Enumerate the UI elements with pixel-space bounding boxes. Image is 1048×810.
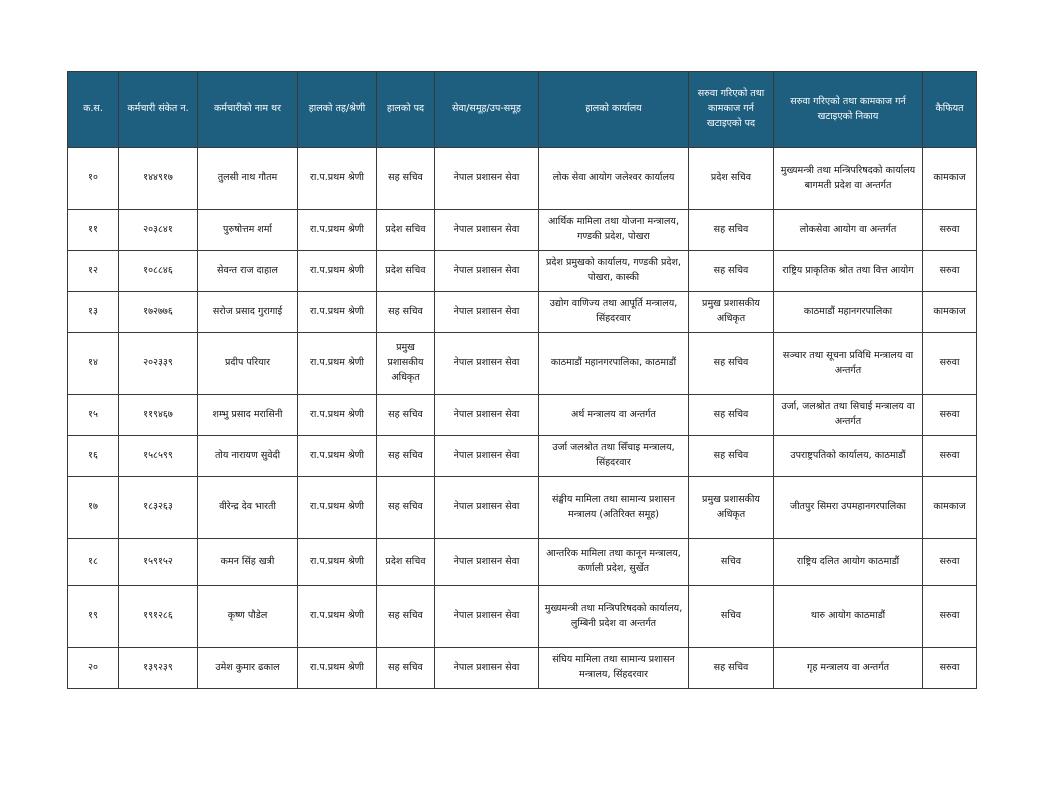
cell-new-office: राष्ट्रिय दलित आयोग काठमाडौं — [774, 539, 923, 586]
table-row — [68, 436, 977, 477]
cell-remarks: कामकाज — [923, 148, 977, 210]
header-row — [68, 72, 977, 148]
cell-new-post: सह सचिव — [689, 648, 774, 689]
cell-current-office: उर्जा जलश्रोत तथा सिँचाइ मन्त्रालय, सिंहदरवार — [539, 436, 689, 477]
cell-employee-name: शम्भु प्रसाद मरासिनी — [198, 395, 298, 436]
cell-employee-name: सेवन्त राज दाहाल — [198, 251, 298, 292]
col-header-current-office: हालको कार्यालय — [539, 72, 689, 148]
cell-current-office: काठमाडौं महानगरपालिका, काठमाडौं — [539, 333, 689, 395]
cell-serial: १३ — [68, 292, 119, 333]
cell-remarks: सरुवा — [923, 333, 977, 395]
cell-new-office: थारु आयोग काठमाडौं — [774, 586, 923, 648]
cell-serial: २० — [68, 648, 119, 689]
cell-post: प्रदेश सचिव — [377, 210, 435, 251]
cell-new-office: जीतपुर सिमरा उपमहानगरपालिका — [774, 477, 923, 539]
cell-serial: १६ — [68, 436, 119, 477]
cell-level: रा.प.प्रथम श्रेणी — [298, 292, 377, 333]
cell-employee-code: ११९४६७ — [119, 395, 198, 436]
cell-employee-name: उमेश कुमार ढकाल — [198, 648, 298, 689]
cell-employee-code: १४४९१७ — [119, 148, 198, 210]
col-header-employee-name: कर्मचारीको नाम थर — [198, 72, 298, 148]
cell-remarks: सरुवा — [923, 395, 977, 436]
cell-current-office: आर्थिक मामिला तथा योजना मन्त्रालय, गण्डकी प्रदेश, पोखरा — [539, 210, 689, 251]
cell-post: सह सचिव — [377, 292, 435, 333]
cell-new-post: सह सचिव — [689, 333, 774, 395]
cell-post: सह सचिव — [377, 395, 435, 436]
cell-new-post: सह सचिव — [689, 251, 774, 292]
cell-employee-name: कृष्ण पौडेल — [198, 586, 298, 648]
cell-new-office: गृह मन्त्रालय वा अन्तर्गत — [774, 648, 923, 689]
cell-new-post: प्रदेश सचिव — [689, 148, 774, 210]
cell-serial: १९ — [68, 586, 119, 648]
table-row — [68, 586, 977, 648]
cell-employee-code: २०२३३९ — [119, 333, 198, 395]
table-row — [68, 539, 977, 586]
cell-new-post: सचिव — [689, 586, 774, 648]
transfer-table-container — [67, 71, 976, 689]
cell-employee-name: सरोज प्रसाद गुरागाई — [198, 292, 298, 333]
cell-new-office: सञ्चार तथा सूचना प्रविधि मन्त्रालय वा अन्तर्गत — [774, 333, 923, 395]
col-header-post: हालको पद — [377, 72, 435, 148]
cell-level: रा.प.प्रथम श्रेणी — [298, 395, 377, 436]
cell-employee-code: १३९२३९ — [119, 648, 198, 689]
cell-level: रा.प.प्रथम श्रेणी — [298, 148, 377, 210]
cell-employee-code: १५९१५२ — [119, 539, 198, 586]
cell-service: नेपाल प्रशासन सेवा — [435, 251, 539, 292]
col-header-level: हालको तह/श्रेणी — [298, 72, 377, 148]
cell-remarks: कामकाज — [923, 292, 977, 333]
cell-post: सह सचिव — [377, 648, 435, 689]
cell-serial: १२ — [68, 251, 119, 292]
cell-level: रा.प.प्रथम श्रेणी — [298, 210, 377, 251]
cell-employee-code: १७२७७६ — [119, 292, 198, 333]
cell-employee-code: १९१२८६ — [119, 586, 198, 648]
cell-employee-name: वीरेन्द्र देव भारती — [198, 477, 298, 539]
col-header-remarks: कैफियत — [923, 72, 977, 148]
cell-service: नेपाल प्रशासन सेवा — [435, 148, 539, 210]
col-header-new-post: सरुवा गरिएको तथा कामकाज गर्न खटाइएको पद — [689, 72, 774, 148]
transfer-table — [67, 71, 977, 689]
cell-level: रा.प.प्रथम श्रेणी — [298, 539, 377, 586]
cell-level: रा.प.प्रथम श्रेणी — [298, 477, 377, 539]
table-row — [68, 251, 977, 292]
cell-service: नेपाल प्रशासन सेवा — [435, 477, 539, 539]
cell-serial: ११ — [68, 210, 119, 251]
cell-new-office: मुख्यमन्त्री तथा मन्त्रिपरिषदको कार्यालय बागमती प्रदेश वा अन्तर्गत — [774, 148, 923, 210]
cell-post: सह सचिव — [377, 586, 435, 648]
cell-serial: १७ — [68, 477, 119, 539]
cell-current-office: संङ्घीय मामिला तथा सामान्य प्रशासन मन्त्रालय (अतिरिक्त समूह) — [539, 477, 689, 539]
table-row — [68, 210, 977, 251]
cell-level: रा.प.प्रथम श्रेणी — [298, 648, 377, 689]
cell-post: प्रदेश सचिव — [377, 539, 435, 586]
cell-service: नेपाल प्रशासन सेवा — [435, 210, 539, 251]
cell-new-office: लोकसेवा आयोग वा अन्तर्गत — [774, 210, 923, 251]
cell-new-post: सह सचिव — [689, 210, 774, 251]
cell-level: रा.प.प्रथम श्रेणी — [298, 586, 377, 648]
table-row — [68, 477, 977, 539]
table-row — [68, 333, 977, 395]
cell-current-office: अर्थ मन्त्रालय वा अन्तर्गत — [539, 395, 689, 436]
cell-post: सह सचिव — [377, 148, 435, 210]
cell-new-office: राष्ट्रिय प्राकृतिक श्रोत तथा वित्त आयोग — [774, 251, 923, 292]
cell-post: सह सचिव — [377, 436, 435, 477]
cell-serial: १४ — [68, 333, 119, 395]
cell-new-post: प्रमुख प्रशासकीय अधिकृत — [689, 477, 774, 539]
cell-new-office: काठमाडौं महानगरपालिका — [774, 292, 923, 333]
cell-remarks: सरुवा — [923, 539, 977, 586]
col-header-serial: क.स. — [68, 72, 119, 148]
cell-service: नेपाल प्रशासन सेवा — [435, 292, 539, 333]
cell-employee-name: कमन सिंह खत्री — [198, 539, 298, 586]
cell-post: प्रमुख प्रशासकीय अधिकृत — [377, 333, 435, 395]
cell-remarks: सरुवा — [923, 586, 977, 648]
cell-remarks: कामकाज — [923, 477, 977, 539]
cell-employee-name: तुलसी नाथ गौतम — [198, 148, 298, 210]
table-row — [68, 395, 977, 436]
cell-service: नेपाल प्रशासन सेवा — [435, 539, 539, 586]
cell-employee-name: प्रदीप परियार — [198, 333, 298, 395]
cell-service: नेपाल प्रशासन सेवा — [435, 395, 539, 436]
col-header-service: सेवा/समूह/उप-समूह — [435, 72, 539, 148]
cell-new-office: उपराष्ट्रपतिको कार्यालय, काठमाडौं — [774, 436, 923, 477]
cell-current-office: संघिय मामिला तथा सामान्य प्रशासन मन्त्रालय, सिंहदरवार — [539, 648, 689, 689]
cell-serial: १५ — [68, 395, 119, 436]
col-header-new-office: सरुवा गरिएको तथा कामकाज गर्न खटाइएको निकाय — [774, 72, 923, 148]
cell-level: रा.प.प्रथम श्रेणी — [298, 251, 377, 292]
cell-serial: १० — [68, 148, 119, 210]
cell-service: नेपाल प्रशासन सेवा — [435, 648, 539, 689]
cell-employee-name: पुरुषोत्तम शर्मा — [198, 210, 298, 251]
table-row — [68, 292, 977, 333]
cell-service: नेपाल प्रशासन सेवा — [435, 436, 539, 477]
cell-new-post: प्रमुख प्रशासकीय अधिकृत — [689, 292, 774, 333]
cell-remarks: सरुवा — [923, 648, 977, 689]
cell-service: नेपाल प्रशासन सेवा — [435, 586, 539, 648]
cell-new-post: सह सचिव — [689, 436, 774, 477]
cell-employee-code: १५८५९९ — [119, 436, 198, 477]
table-row — [68, 648, 977, 689]
cell-employee-code: २०३८४१ — [119, 210, 198, 251]
cell-level: रा.प.प्रथम श्रेणी — [298, 436, 377, 477]
cell-current-office: प्रदेश प्रमुखको कार्यालय, गण्डकी प्रदेश, पोखरा, कास्की — [539, 251, 689, 292]
cell-level: रा.प.प्रथम श्रेणी — [298, 333, 377, 395]
cell-current-office: उद्योग वाणिज्य तथा आपूर्ति मन्त्रालय, सिंहदरवार — [539, 292, 689, 333]
cell-new-post: सचिव — [689, 539, 774, 586]
cell-service: नेपाल प्रशासन सेवा — [435, 333, 539, 395]
table-row — [68, 148, 977, 210]
cell-employee-name: तोय नारायण सुवेदी — [198, 436, 298, 477]
col-header-employee-code: कर्मचारी संकेत न. — [119, 72, 198, 148]
cell-new-post: सह सचिव — [689, 395, 774, 436]
cell-post: प्रदेश सचिव — [377, 251, 435, 292]
cell-current-office: लोक सेवा आयोग जलेश्वर कार्यालय — [539, 148, 689, 210]
cell-employee-code: १०८८४६ — [119, 251, 198, 292]
cell-current-office: मुख्यमन्त्री तथा मन्त्रिपरिषदको कार्यालय, लुम्बिनी प्रदेश वा अन्तर्गत — [539, 586, 689, 648]
cell-remarks: सरुवा — [923, 436, 977, 477]
cell-remarks: सरुवा — [923, 210, 977, 251]
cell-employee-code: १८३२६३ — [119, 477, 198, 539]
cell-remarks: सरुवा — [923, 251, 977, 292]
cell-new-office: उर्जा, जलश्रोत तथा सिचाई मन्त्रालय वा अन्तर्गत — [774, 395, 923, 436]
cell-serial: १८ — [68, 539, 119, 586]
cell-current-office: आन्तरिक मामिला तथा कानून मन्त्रालय, कर्णाली प्रदेश, सुर्खेत — [539, 539, 689, 586]
cell-post: सह सचिव — [377, 477, 435, 539]
